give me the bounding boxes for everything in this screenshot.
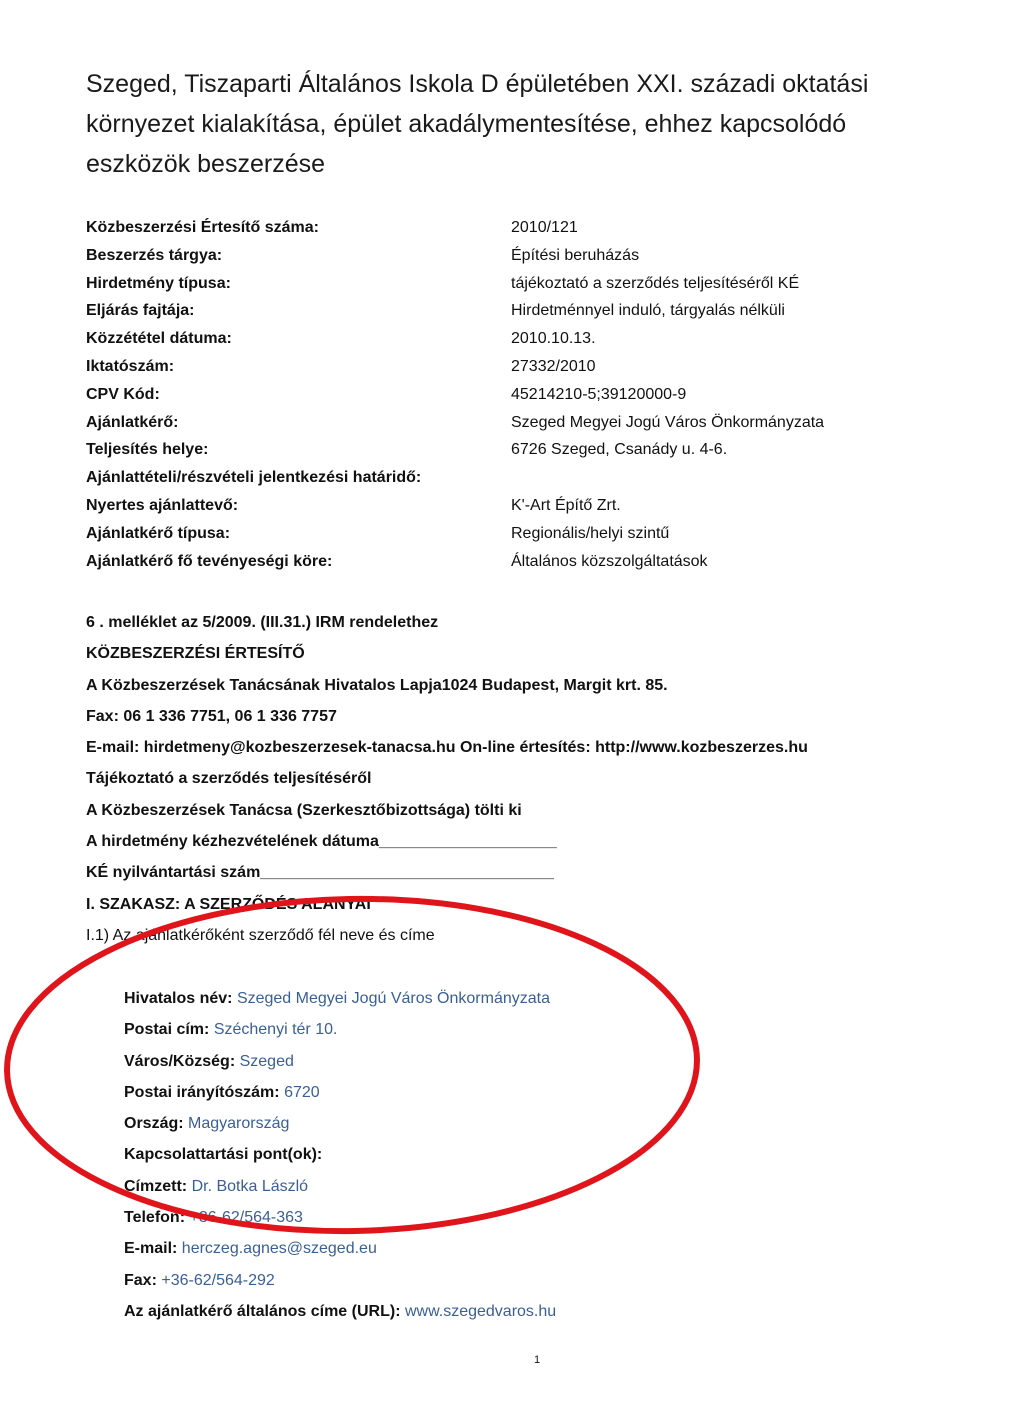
contact-key: Az ajánlatkérő általános címe (URL): xyxy=(124,1302,401,1320)
metadata-key: Ajánlatkérő: xyxy=(86,413,179,431)
contact-block xyxy=(124,983,884,1327)
metadata-row xyxy=(86,242,946,270)
metadata-row xyxy=(86,492,946,520)
metadata-row xyxy=(86,325,946,353)
metadata-value: Hirdetménnyel induló, tárgyalás nélküli xyxy=(511,302,785,320)
contact-key: Postai cím: xyxy=(124,1021,210,1039)
contact-value: 6720 xyxy=(284,1083,320,1101)
metadata-value: 45214210-5;39120000-9 xyxy=(511,385,687,403)
metadata-table xyxy=(86,214,946,575)
metadata-value: 27332/2010 xyxy=(511,357,596,375)
metadata-key: Közbeszerzési Értesítő száma: xyxy=(86,219,319,236)
metadata-key: Eljárás fajtája: xyxy=(86,302,195,320)
metadata-value: 6726 Szeged, Csanády u. 4-6. xyxy=(511,441,728,459)
notice-line: KÉ nyilvántartási szám_________________________________ xyxy=(86,864,554,882)
contact-row xyxy=(124,1139,884,1170)
contact-row xyxy=(124,983,884,1014)
notice-line: A Közbeszerzések Tanácsának Hivatalos Lapja1024 Budapest, Margit krt. 85. xyxy=(86,676,668,694)
contact-row xyxy=(124,1077,884,1108)
contact-key: Hivatalos név: xyxy=(124,990,233,1007)
metadata-key: Ajánlattételi/részvételi jelentkezési határidő: xyxy=(86,469,422,487)
metadata-key: Ajánlatkérő fő tevényeségi köre: xyxy=(86,552,333,570)
contact-value: Széchenyi tér 10. xyxy=(213,1021,338,1039)
metadata-row xyxy=(86,548,946,576)
contact-value: +36-62/564-292 xyxy=(161,1271,275,1289)
metadata-value: K'-Art Építő Zrt. xyxy=(511,496,621,514)
title-line-1: Szeged, Tiszaparti Általános Iskola D épületében XXI. századi oktatási xyxy=(86,70,869,98)
contact-key: Címzett: xyxy=(124,1177,188,1195)
contact-row xyxy=(124,1171,884,1202)
metadata-row xyxy=(86,270,946,298)
notice-line: E-mail: hirdetmeny@kozbeszerzesek-tanacsa.hu On-line értesítés: http://www.kozbeszerzes.hu xyxy=(86,739,808,757)
contact-row xyxy=(124,1265,884,1296)
contact-key: Város/Község: xyxy=(124,1052,236,1070)
contact-row xyxy=(124,1014,884,1045)
contact-key: Fax: xyxy=(124,1271,157,1289)
metadata-row xyxy=(86,381,946,409)
metadata-value: Általános közszolgáltatások xyxy=(511,552,708,570)
contact-row xyxy=(124,1202,884,1233)
section-heading: I. SZAKASZ: A SZERZŐDÉS ALANYAI xyxy=(86,895,371,913)
document-title xyxy=(86,64,946,184)
notice-line: Fax: 06 1 336 7751, 06 1 336 7757 xyxy=(86,707,337,725)
metadata-value: tájékoztató a szerződés teljesítéséről KÉ xyxy=(511,274,800,292)
contact-row xyxy=(124,1108,884,1139)
contact-key: Ország: xyxy=(124,1115,184,1133)
metadata-key: Beszerzés tárgya: xyxy=(86,246,223,264)
page-number: 1 xyxy=(533,1354,541,1366)
metadata-row xyxy=(86,520,946,548)
contact-value: Magyarország xyxy=(188,1115,290,1133)
contact-value: herczeg.agnes@szeged.eu xyxy=(181,1240,377,1258)
metadata-row xyxy=(86,464,946,492)
metadata-value: Regionális/helyi szintű xyxy=(511,524,670,542)
metadata-row xyxy=(86,436,946,464)
contact-value: Szeged xyxy=(239,1052,294,1070)
contact-value: www.szegedvaros.hu xyxy=(404,1302,557,1320)
metadata-key: Közzététel dátuma: xyxy=(86,330,232,348)
metadata-row xyxy=(86,297,946,325)
contact-value: Dr. Botka László xyxy=(191,1177,309,1195)
metadata-key: Teljesítés helye: xyxy=(86,441,209,459)
metadata-key: Hirdetmény típusa: xyxy=(86,274,231,292)
title-line-3: eszközök beszerzése xyxy=(86,150,326,178)
metadata-value: 2010/121 xyxy=(511,219,578,236)
notice-line: 6 . melléklet az 5/2009. (III.31.) IRM rendelethez xyxy=(86,614,439,631)
subsection-heading: I.1) Az ajánlatkérőként szerződő fél neve és címe xyxy=(86,926,435,944)
metadata-row xyxy=(86,409,946,437)
contact-row xyxy=(124,1046,884,1077)
notice-line: A Közbeszerzések Tanácsa (Szerkesztőbizottsága) tölti ki xyxy=(86,801,522,819)
notice-line: KÖZBESZERZÉSI ÉRTESÍTŐ xyxy=(86,645,305,663)
notice-block xyxy=(86,607,966,951)
contact-key: Kapcsolattartási pont(ok): xyxy=(124,1146,323,1164)
contact-row xyxy=(124,1296,884,1327)
contact-value: +36-62/564-363 xyxy=(189,1209,303,1227)
metadata-value: 2010.10.13. xyxy=(511,330,596,348)
contact-key: Telefon: xyxy=(124,1209,186,1227)
metadata-value: Szeged Megyei Jogú Város Önkormányzata xyxy=(511,413,825,431)
contact-key: Postai irányítószám: xyxy=(124,1083,280,1101)
metadata-key: Iktatószám: xyxy=(86,357,175,375)
metadata-key: CPV Kód: xyxy=(86,385,160,403)
metadata-key: Ajánlatkérő típusa: xyxy=(86,524,231,542)
contact-key: E-mail: xyxy=(124,1240,178,1258)
metadata-value: Építési beruházás xyxy=(511,246,640,264)
metadata-row xyxy=(86,214,946,242)
title-line-2: környezet kialakítása, épület akadálymentesítése, ehhez kapcsolódó xyxy=(86,110,847,138)
metadata-row xyxy=(86,353,946,381)
notice-line: A hirdetmény kézhezvételének dátuma____________________ xyxy=(86,833,557,851)
metadata-key: Nyertes ajánlattevő: xyxy=(86,496,239,514)
contact-value: Szeged Megyei Jogú Város Önkormányzata xyxy=(236,990,550,1007)
contact-row xyxy=(124,1233,884,1264)
notice-line: Tájékoztató a szerződés teljesítéséről xyxy=(86,770,372,788)
